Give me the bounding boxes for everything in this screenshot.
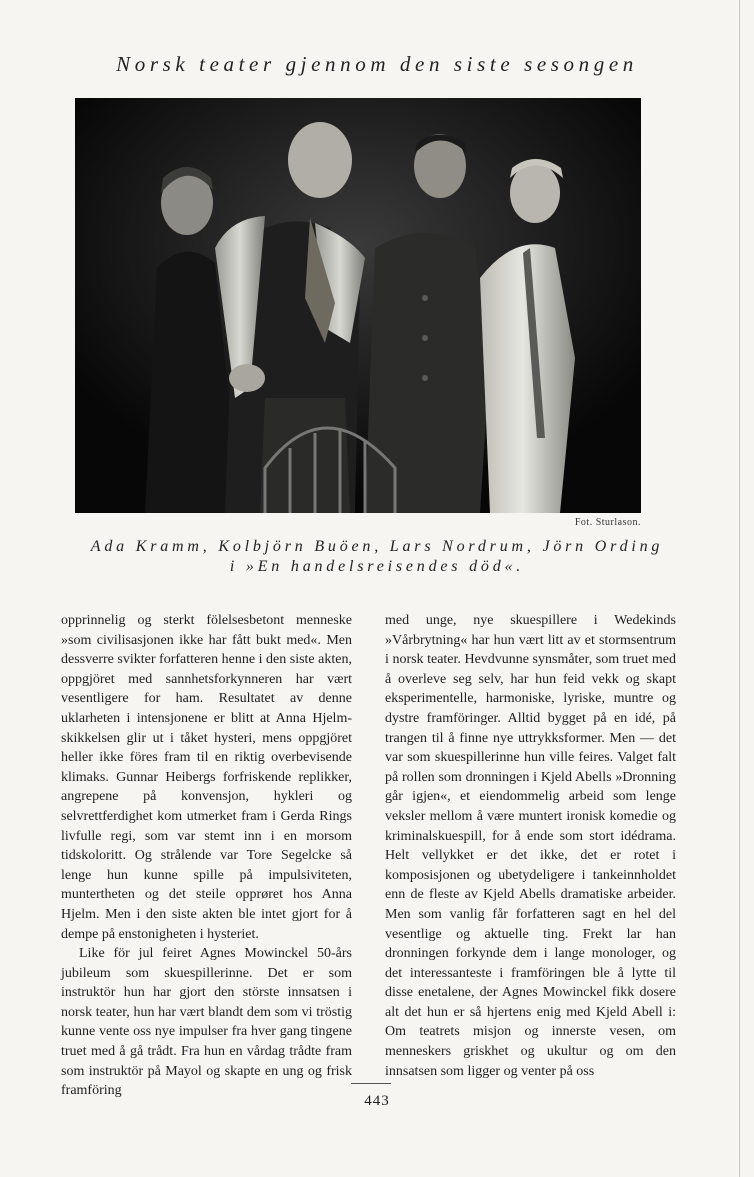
page-edge-line bbox=[739, 0, 740, 1177]
caption-line-1: Ada Kramm, Kolbjörn Buöen, Lars Nordrum, Jörn Ording bbox=[90, 538, 664, 555]
stage-photograph-illustration bbox=[75, 98, 641, 513]
paragraph-3: med unge, nye skuespillere i Wedekinds »Vårbrytning« har hun vært litt av et stormsentrum i norsk teater. Hevdvunne synsmåter, som truet med å overleve seg selv, har hun feid vekk og skapt eksperimentelle, harmoniske, lyriske, muntre og dystre framföringer. Alltid bygget på en idé, på trangen til å finne nye uttrykksformer. Men — det var som skuespillerinne hun ville feires. Valget falt på rollen som dronningen i Kjeld Abells »Dronning går igjen«, et eiendommelig arbeid som lenge veksler mellom å være muntert ironisk komedie og kriminalskuespill, for å ende som stort idédrama. Helt vellykket er det ikke, det er rotet i komposisjonen og ubetydeligere i tankeinnholdet enn de fleste av Kjeld Abells dramatiske arbeider. Men som vanlig får forfatteren sagt en hel del vesentlige og aktuelle ting. Frekt lar han dronningen forkynde dem i lange monologer, og det interessanteste i framföringen ble å lytte til disse enetalene, der Agnes Mowinckel fikk dosere alt det hun er så hjertens enig med Kjeld Abell i: Om teatrets misjon og innerste vesen, om menneskers griskhet og ukultur og om den innsatsen som ligger og venter på oss bbox=[385, 613, 676, 1079]
running-title: Norsk teater gjennom den siste sesongen bbox=[116, 52, 638, 76]
text-column-left bbox=[61, 611, 352, 1101]
photo-caption bbox=[0, 537, 754, 577]
footer-rule bbox=[351, 1083, 391, 1084]
text-column-right bbox=[385, 611, 676, 1081]
paragraph-2: Like för jul feiret Agnes Mowinckel 50-års jubileum som skuespillerinne. Det er som instruktör hun har gjort den störste innsatsen i norsk teater, hun har vært blandt dem som vi tröstig kunne vente oss nye impulser fra hver gang tingene truet med å gå trådt. Fra hun en vårdag trådte fram som instruktör på Mayol og skapte en ung og frisk framföring bbox=[61, 946, 352, 1099]
page-number: 443 bbox=[364, 1093, 390, 1109]
photo-credit: Fot. Sturlason. bbox=[574, 517, 641, 528]
paragraph-1: opprinnelig og sterkt fölelsesbetont menneske »som civilisasjonen ikke har fått bukt med«. Men dessverre svikter forfatteren henne i den siste akten, oppgjöret med sannhetsforkynneren har vært vesentligere for ham. Resultatet av denne uklarheten i intensjonene er blitt at Anna Hjelm-skikkelsen glir ut i tåket hysteri, mens oppgjöret heller ikke föres fram til en riktig overbevisende klimaks. Gunnar Heibergs forfriskende replikker, angrepene på konvensjon, hykleri og selvrettferdighet kom utmerket fram i Gerda Rings livfulle regi, som var stemt inn i en morsom tidskoloritt. Og strålende var Tore Segelcke så lenge hun kunne spille på impulsiviteten, muntertheten og det steile opprøret hos Anna Hjelm. Men i den siste akten ble intet gjort for å dempe på enstonigheten i hysteriet. bbox=[61, 613, 352, 942]
caption-line-2: i »En handelsreisendes död«. bbox=[229, 558, 525, 575]
stage-photograph bbox=[75, 98, 641, 513]
